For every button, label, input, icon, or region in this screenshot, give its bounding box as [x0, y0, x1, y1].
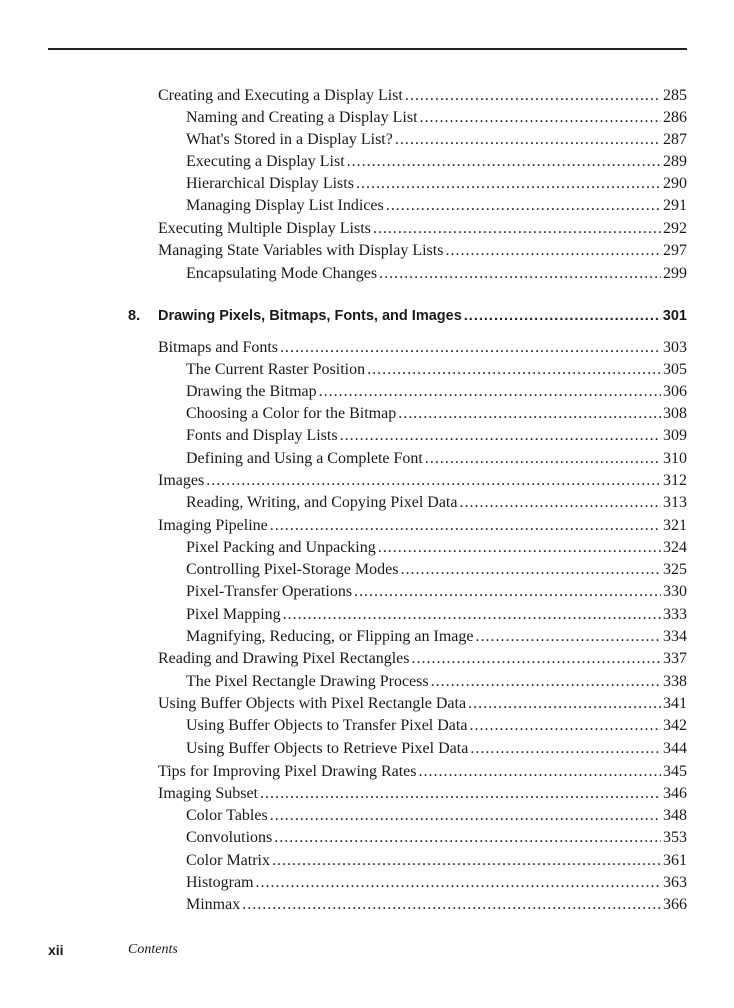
entry-title: Using Buffer Objects to Retrieve Pixel Data — [186, 740, 469, 757]
entry-title: Defining and Using a Complete Font — [186, 450, 423, 467]
entry-title: Histogram — [186, 874, 254, 891]
entry-page-number: 338 — [663, 673, 687, 690]
toc-entry — [186, 382, 687, 402]
entry-page-number: 337 — [663, 650, 687, 667]
toc-entry — [158, 219, 687, 239]
entry-page-number: 330 — [663, 583, 687, 600]
dot-leader — [464, 306, 661, 326]
entry-title: Reading, Writing, and Copying Pixel Data — [186, 494, 458, 511]
entry-title: Encapsulating Mode Changes — [186, 265, 378, 282]
entry-title: Fonts and Display Lists — [186, 427, 338, 444]
entry-page-number: 342 — [663, 717, 687, 734]
dot-leader — [398, 404, 661, 424]
toc-entry — [186, 828, 687, 848]
header-rule — [48, 48, 687, 50]
chapter-number: 8. — [128, 308, 141, 324]
dot-leader — [319, 382, 661, 402]
entry-page-number: 333 — [663, 606, 687, 623]
entry-page-number: 310 — [663, 450, 687, 467]
entry-page-number: 325 — [663, 561, 687, 578]
dot-leader — [272, 851, 661, 871]
entry-title: Managing State Variables with Display Lists — [158, 242, 444, 259]
toc-entry — [186, 152, 687, 172]
toc-entry — [186, 739, 687, 759]
entry-title: Color Matrix — [186, 852, 270, 869]
entry-title: Managing Display List Indices — [186, 197, 384, 214]
footer-page-number: xii — [48, 942, 64, 958]
entry-title: Color Tables — [186, 807, 268, 824]
dot-leader — [347, 152, 661, 172]
dot-leader — [378, 538, 661, 558]
entry-title: Drawing the Bitmap — [186, 383, 317, 400]
dot-leader — [431, 672, 661, 692]
entry-page-number: 361 — [663, 852, 687, 869]
entry-page-number: 289 — [663, 153, 687, 170]
dot-leader — [469, 716, 661, 736]
dot-leader — [405, 86, 661, 106]
toc-entry — [158, 784, 687, 804]
toc-entry — [186, 806, 687, 826]
footer-running-head: Contents — [128, 942, 178, 957]
entry-page-number: 313 — [663, 494, 687, 511]
entry-page-number: 285 — [663, 87, 687, 104]
entry-title: Convolutions — [186, 829, 273, 846]
dot-leader — [373, 219, 661, 239]
dot-leader — [468, 694, 661, 714]
toc-entry — [186, 426, 687, 446]
entry-title: The Current Raster Position — [186, 361, 366, 378]
dot-leader — [412, 649, 662, 669]
toc-entry — [186, 264, 687, 284]
entry-page-number: 291 — [663, 197, 687, 214]
entry-title: Magnifying, Reducing, or Flipping an Image — [186, 628, 474, 645]
toc-entry — [186, 605, 687, 625]
toc-entry — [186, 130, 687, 150]
dot-leader — [419, 762, 661, 782]
dot-leader — [283, 605, 661, 625]
toc-entry — [158, 241, 687, 261]
entry-title: Naming and Creating a Display List — [186, 109, 418, 126]
entry-title: Pixel-Transfer Operations — [186, 583, 353, 600]
entry-page-number: 345 — [663, 763, 687, 780]
dot-leader — [367, 360, 661, 380]
dot-leader — [340, 426, 661, 446]
entry-title: Using Buffer Objects with Pixel Rectangle Data — [158, 695, 467, 712]
toc-entry — [158, 338, 687, 358]
toc-entry — [186, 174, 687, 194]
entry-title: The Pixel Rectangle Drawing Process — [186, 673, 429, 690]
toc-entry — [186, 538, 687, 558]
entry-title: Bitmaps and Fonts — [158, 339, 279, 356]
entry-page-number: 312 — [663, 472, 687, 489]
toc-entry — [186, 449, 687, 469]
toc-entry — [158, 649, 687, 669]
entry-page-number: 344 — [663, 740, 687, 757]
entry-page-number: 324 — [663, 539, 687, 556]
dot-leader — [386, 196, 661, 216]
dot-leader — [274, 828, 661, 848]
toc-entry — [158, 762, 687, 782]
entry-page-number: 292 — [663, 220, 687, 237]
entry-page-number: 334 — [663, 628, 687, 645]
dot-leader — [400, 560, 661, 580]
dot-leader — [206, 471, 661, 491]
entry-title: Drawing Pixels, Bitmaps, Fonts, and Images — [158, 308, 462, 324]
dot-leader — [280, 338, 661, 358]
entry-title: Hierarchical Display Lists — [186, 175, 354, 192]
entry-page-number: 321 — [663, 517, 687, 534]
toc-entry — [186, 873, 687, 893]
entry-title: Minmax — [186, 896, 241, 913]
entry-page-number: 290 — [663, 175, 687, 192]
toc-entry — [186, 360, 687, 380]
dot-leader — [270, 806, 661, 826]
toc-entry — [158, 86, 687, 106]
entry-title: Using Buffer Objects to Transfer Pixel Data — [186, 717, 468, 734]
dot-leader — [395, 130, 661, 150]
dot-leader — [459, 493, 661, 513]
entry-title: Creating and Executing a Display List — [158, 87, 403, 104]
toc-entry — [158, 516, 687, 536]
entry-title: Imaging Subset — [158, 785, 258, 802]
dot-leader — [425, 449, 661, 469]
entry-title: Tips for Improving Pixel Drawing Rates — [158, 763, 417, 780]
toc-entry — [186, 196, 687, 216]
entry-page-number: 297 — [663, 242, 687, 259]
toc-entry — [186, 493, 687, 513]
entry-page-number: 309 — [663, 427, 687, 444]
dot-leader — [242, 895, 661, 915]
entry-page-number: 363 — [663, 874, 687, 891]
toc-entry — [186, 716, 687, 736]
dot-leader — [379, 264, 661, 284]
entry-page-number: 346 — [663, 785, 687, 802]
dot-leader — [270, 516, 661, 536]
dot-leader — [356, 174, 661, 194]
entry-page-number: 353 — [663, 829, 687, 846]
toc-entry — [186, 560, 687, 580]
entry-page-number: 305 — [663, 361, 687, 378]
entry-title: Reading and Drawing Pixel Rectangles — [158, 650, 410, 667]
entry-title: Pixel Mapping — [186, 606, 281, 623]
dot-leader — [420, 108, 661, 128]
entry-page-number: 301 — [662, 308, 687, 324]
dot-leader — [354, 582, 661, 602]
entry-title: Pixel Packing and Unpacking — [186, 539, 376, 556]
entry-title: Executing Multiple Display Lists — [158, 220, 371, 237]
toc-entry — [186, 851, 687, 871]
toc-entry — [186, 108, 687, 128]
entry-page-number: 348 — [663, 807, 687, 824]
dot-leader — [476, 627, 661, 647]
toc-entry — [186, 582, 687, 602]
entry-page-number: 306 — [663, 383, 687, 400]
entry-title: Images — [158, 472, 205, 489]
dot-leader — [260, 784, 661, 804]
toc-entry — [186, 404, 687, 424]
toc-entry — [158, 471, 687, 491]
entry-page-number: 303 — [663, 339, 687, 356]
toc-entry — [186, 895, 687, 915]
entry-page-number: 299 — [663, 265, 687, 282]
entry-title: Imaging Pipeline — [158, 517, 268, 534]
toc-entry — [186, 672, 687, 692]
dot-leader — [470, 739, 661, 759]
entry-title: Controlling Pixel-Storage Modes — [186, 561, 399, 578]
entry-page-number: 366 — [663, 896, 687, 913]
dot-leader — [256, 873, 661, 893]
dot-leader — [445, 241, 661, 261]
chapter-heading — [128, 306, 687, 326]
entry-page-number: 286 — [663, 109, 687, 126]
entry-page-number: 341 — [663, 695, 687, 712]
entry-title: Choosing a Color for the Bitmap — [186, 405, 397, 422]
entry-page-number: 287 — [663, 131, 687, 148]
entry-title: What's Stored in a Display List? — [186, 131, 393, 148]
entry-title: Executing a Display List — [186, 153, 345, 170]
toc-entry — [186, 627, 687, 647]
toc-entry — [158, 694, 687, 714]
entry-page-number: 308 — [663, 405, 687, 422]
